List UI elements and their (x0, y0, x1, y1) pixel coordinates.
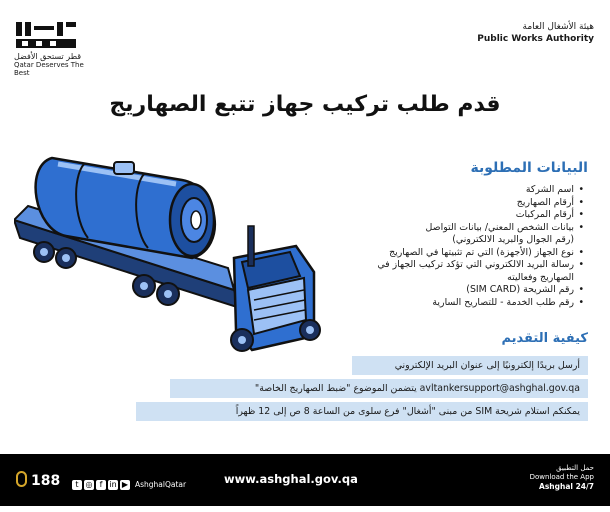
requirements-list (364, 184, 588, 309)
list-item: • رقم الشريحة (SIM CARD) (364, 284, 574, 297)
list-item: • أرقام المركبات (364, 209, 574, 222)
app-name: Ashghal 24/7 (539, 482, 594, 491)
list-item: • نوع الجهاز (الأجهزة) التي تم تثبيتها في الصهاريج (364, 247, 574, 260)
facebook-icon[interactable]: f (96, 480, 106, 490)
apply-heading: كيفية التقديم (501, 331, 588, 346)
social-links (72, 474, 186, 493)
list-item: • رسالة البريد الالكتروني التي تؤكد تركيب الجهاز في (364, 259, 574, 272)
ashghal-logo-icon (14, 20, 80, 50)
youtube-icon[interactable]: ▶ (121, 479, 129, 489)
hotline (16, 471, 60, 489)
requirements-heading: البيانات المطلوبة (470, 160, 588, 176)
list-item-continued: (رقم الجوال والبريد الالكتروني) (452, 234, 574, 245)
list-item: • رقم طلب الخدمة - للتصاريح السارية (364, 297, 574, 310)
organization-name (477, 22, 594, 44)
list-item: • أرقام الصهاريج (364, 197, 574, 210)
apply-step-sim: يمكنكم استلام شريحة SIM من مبنى "أشغال" فرع سلوى من الساعة 8 ص إلى 12 ظهراً (136, 402, 588, 421)
phone-icon (16, 471, 27, 487)
social-handle: AshghalQatar (135, 480, 187, 489)
logo-tagline-ar: قطر تستحق الأفضل (14, 52, 82, 61)
list-item-continued: الصهاريج وفعاليته (507, 271, 574, 283)
tanker-truck-illustration (14, 140, 344, 362)
apply-step-address: avltankersupport@ashghal.gov.qa يتضمن الموضوع "ضبط الصهاريج الخاصة" (170, 379, 588, 398)
instagram-icon[interactable]: ◎ (85, 479, 93, 489)
ashghal-logo (14, 20, 94, 77)
logo-tagline-en: Qatar Deserves The Best (14, 61, 84, 77)
list-item: • اسم الشركة (364, 184, 574, 197)
twitter-icon[interactable]: t (72, 480, 82, 490)
list-item: • بيانات الشخص المعني/ بيانات التواصل (364, 222, 574, 235)
footer-bar (0, 454, 610, 506)
hotline-number: 188 (31, 473, 61, 489)
page-title: قدم طلب تركيب جهاز تتبع الصهاريج (109, 92, 501, 117)
app-download-ar: حمل التطبيق (556, 464, 594, 472)
organization-name-ar: هيئة الأشغال العامة (522, 22, 594, 32)
apply-step-email: أرسل بريدًا إلكترونيًا إلى عنوان البريد الإلكتروني (352, 356, 588, 375)
app-download-en: Download the App (529, 473, 594, 481)
website-link[interactable]: www.ashghal.gov.qa (224, 472, 358, 486)
bottom-border (0, 506, 610, 512)
app-download[interactable] (530, 464, 594, 491)
linkedin-icon[interactable]: in (109, 479, 117, 489)
organization-name-en: Public Works Authority (477, 34, 594, 44)
